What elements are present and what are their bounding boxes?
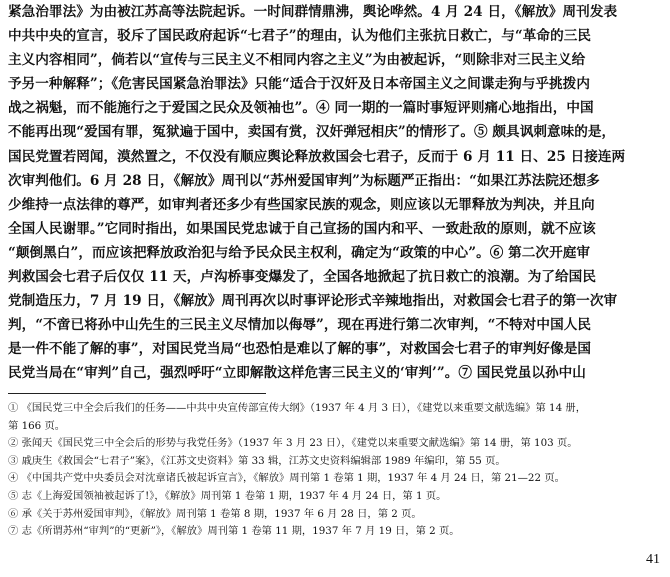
body-line: 少维持一点法律的尊严，如审判者还多少有些国家民族的观念，则应该以无罪释放为判决，并且向 — [8, 196, 595, 213]
footnote-1-continued: 第 166 页。 — [8, 419, 66, 432]
footnote-6: ⑥ 承《关于苏州爱国审判》，《解放》周刊第 1 卷第 8 期，1937 年 6 月 28 日，第 2 页。 — [8, 507, 422, 520]
body-line: 是一件不能了解的事”，对国民党当局“也恐怕是难以了解的事”，对救国会七君子的审判好像是国 — [8, 341, 591, 358]
body-line: 判，“不啻已将孙中山先生的三民主义尽情加以侮辱”，现在再进行第二次审判，“不特对中国人民 — [8, 317, 591, 334]
body-text — [8, 0, 664, 386]
page-number: 41 — [646, 552, 660, 567]
footnotes — [8, 400, 662, 541]
footnote-7: ⑦ 志《所谓苏州“审判”的“更新”》，《解放》周刊第 1 卷第 11 期，1937 年 7 月 19 日，第 2 页。 — [8, 525, 460, 538]
footnote-divider — [8, 393, 266, 394]
body-line: 全国人民谢罪。”它同时指出，如果国民党忠诚于自己宣扬的国内和平、一致赴敌的原则，就不应该 — [8, 220, 596, 237]
footnote-4: ④ 《中国共产党中央委员会对沈章诸氏被起诉宣言》，《解放》周刊第 1 卷第 1 期，1937 年 4 月 24 日，第 21—22 页。 — [8, 472, 565, 485]
body-line: 战之祸魁，而不能施行之于爱国之民众及领袖也”。④ 同一期的一篇时事短评则痛心地指出，中国 — [8, 100, 594, 117]
body-line: 民党当局在“审判”自己，强烈呼吁“立即解散这样危害三民主义的‘审判’”。⑦ 国民党虽以孙中山 — [8, 365, 586, 382]
body-line: “颠倒黑白”，而应该把释放政治犯与给予民众民主权利，确定为“政策的中心”。⑥ 第二次开庭审 — [8, 244, 591, 261]
body-line: 党制造压力，7 月 19 日，《解放》周刊再次以时事评论形式辛辣地指出，对救国会七君子的第一次审 — [8, 293, 618, 310]
body-line: 不能再出现“爱国有罪，冤狱遍于国中，卖国有赏，汉奸弹冠相庆”的情形了。⑤ 颇具讽刺意味的是， — [8, 124, 616, 141]
footnote-5: ⑤ 志《上海爱国领袖被起诉了!》，《解放》周刊第 1 卷第 1 期，1937 年 4 月 24 日，第 1 页。 — [8, 489, 447, 502]
body-line: 中共中央的宣言，驳斥了国民政府起诉“七君子”的理由，认为他们主张抗日救亡，与“革命的三民 — [8, 28, 591, 45]
footnote-1: ① 《国民党三中全会后我们的任务——中共中央宣传部宣传大纲》（1937 年 4 月 3 日），《建党以来重要文献选编》第 14 册， — [8, 402, 586, 414]
body-line: 国民党置若罔闻，漠然置之，不仅没有顺应舆论释放救国会七君子，反而于 6 月 11 日、25 日接连两 — [8, 148, 626, 165]
body-line: 紧急治罪法》为由被江苏高等法院起诉。一时间群情鼎沸，舆论哗然。4 月 24 日，《解放》周刊发表 — [8, 4, 618, 20]
footnote-2: ② 张闻天《国民党三中全会后的形势与我党任务》（1937 年 3 月 23 日），《建党以来重要文献选编》第 14 册，第 103 页。 — [8, 437, 578, 450]
body-line: 判救国会七君子后仅仅 11 天，卢沟桥事变爆发了，全国各地掀起了抗日救亡的浪潮。为了给国民 — [8, 269, 596, 286]
body-line: 主义内容相同”，倘若以“宣传与三民主义不相同内容之主义”为由被起诉，“则除非对三民主义给 — [8, 52, 586, 69]
body-line: 予另一种解释”；《危害民国紧急治罪法》只能“适合于汉奸及日本帝国主义之间谍走狗与乎挑拨内 — [8, 76, 590, 93]
footnote-3: ③ 戚庚生《救国会“七君子”案》，《江苏文史资料》第 33 辑，江苏文史资料编辑部 1989 年编印，第 55 页。 — [8, 454, 506, 467]
body-line: 次审判他们。6 月 28 日，《解放》周刊以“苏州爱国审判”为标题严正指出：“如果江苏法院还想多 — [8, 172, 600, 189]
